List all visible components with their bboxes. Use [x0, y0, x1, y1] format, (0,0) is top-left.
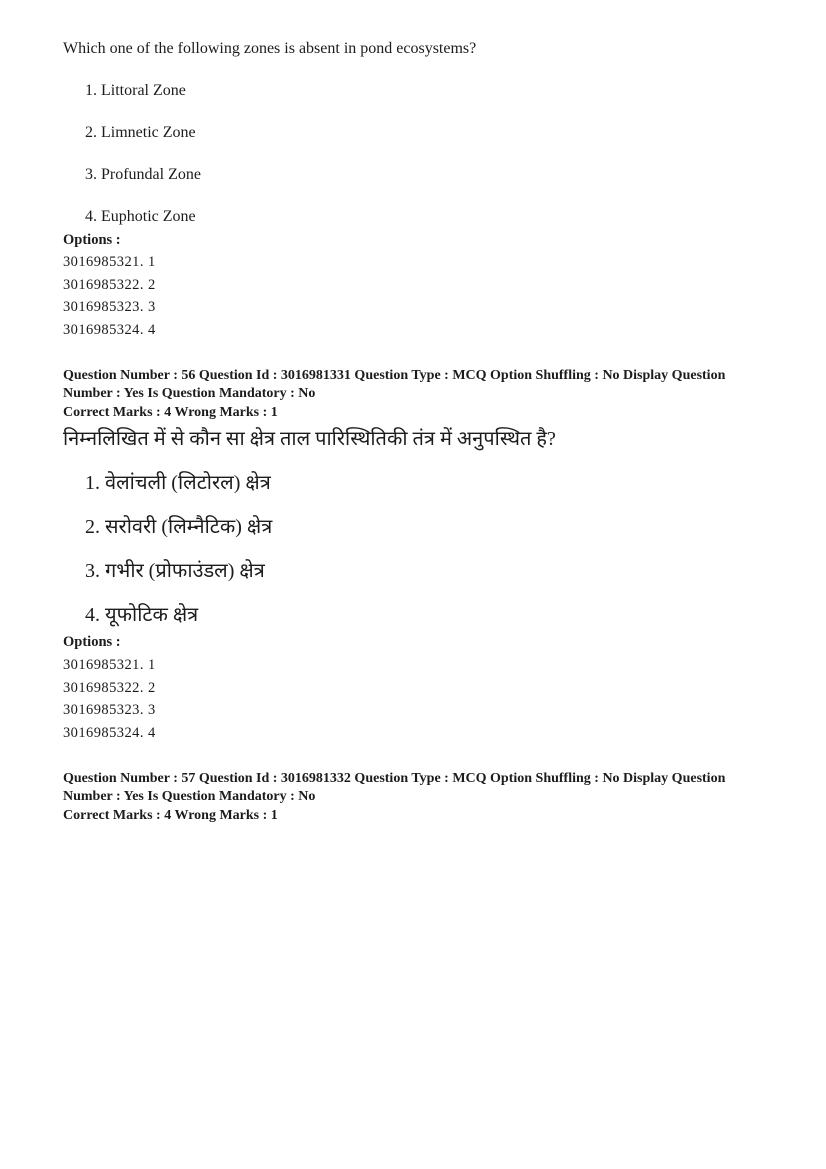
option-id: 3016985323. 3 [63, 299, 156, 315]
question-text-hindi: निम्नलिखित में से कौन सा क्षेत्र ताल पारिस्थितिकी तंत्र में अनुपस्थित है? [63, 428, 556, 450]
options-label: Options : [63, 232, 121, 248]
answer-option-hi-2: 2. सरोवरी (लिम्नैटिक) क्षेत्र [85, 516, 273, 538]
answer-option-en-3: 3. Profundal Zone [85, 166, 201, 183]
answer-option-hi-4: 4. यूफोटिक क्षेत्र [85, 604, 199, 626]
option-id: 3016985324. 4 [63, 724, 156, 741]
option-id: 3016985321. 1 [63, 254, 156, 270]
answer-option-en-2: 2. Limnetic Zone [85, 124, 196, 141]
question-57-marks: Correct Marks : 4 Wrong Marks : 1 [63, 808, 278, 823]
question-56-metadata: Question Number : 56 Question Id : 3016981331 Question Type : MCQ Option Shuffling : No Display Question Number : Yes Is Question Mandatory : No [63, 368, 726, 401]
answer-option-hi-3: 3. गभीर (प्रोफाउंडल) क्षेत्र [85, 560, 265, 582]
answer-option-hi-1: 1. वेलांचली (लिटोरल) क्षेत्र [85, 472, 271, 494]
question-56-marks: Correct Marks : 4 Wrong Marks : 1 [63, 405, 278, 420]
answer-option-en-4: 4. Euphotic Zone [85, 208, 196, 225]
option-id: 3016985324. 4 [63, 321, 156, 338]
question-57-metadata: Question Number : 57 Question Id : 3016981332 Question Type : MCQ Option Shuffling : No Display Question Number : Yes Is Question Mandatory : No [63, 771, 726, 804]
option-id: 3016985321. 1 [63, 657, 156, 673]
answer-option-en-1: 1. Littoral Zone [85, 82, 186, 99]
option-id-list [63, 251, 760, 341]
option-id: 3016985322. 2 [63, 679, 156, 696]
option-id: 3016985323. 3 [63, 702, 156, 718]
options-label: Options : [63, 634, 121, 650]
question-text-english: Which one of the following zones is absent in pond ecosystems? [63, 40, 477, 57]
option-id: 3016985322. 2 [63, 276, 156, 293]
option-id-list [63, 654, 760, 744]
